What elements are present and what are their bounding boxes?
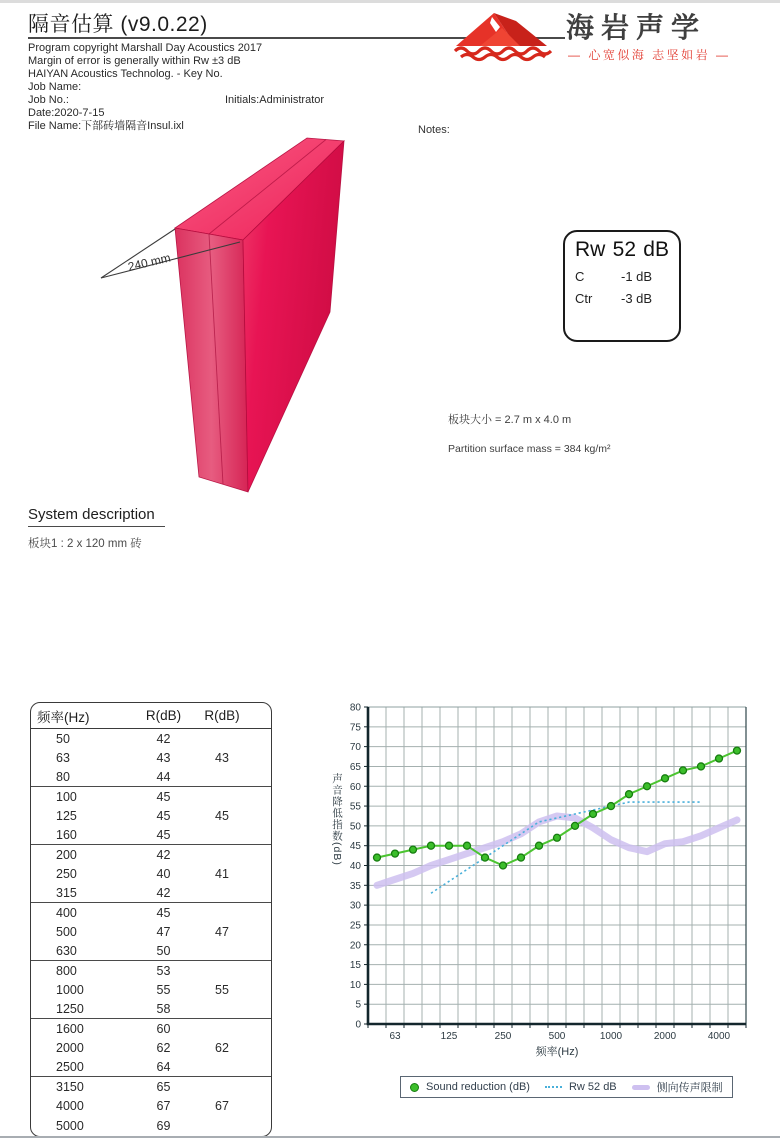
company-line: HAIYAN Acoustics Technolog. - Key No. bbox=[28, 68, 223, 80]
r-octave-cell: 41 bbox=[215, 867, 229, 882]
sound-reduction-point bbox=[446, 842, 453, 849]
sound-reduction-point bbox=[482, 854, 489, 861]
freq-cell: 500 bbox=[56, 925, 77, 940]
r-cell: 45 bbox=[156, 789, 171, 804]
table-row bbox=[31, 884, 271, 903]
freq-cell: 160 bbox=[56, 827, 77, 842]
svg-text:15: 15 bbox=[349, 960, 361, 972]
freq-cell: 1600 bbox=[56, 1021, 84, 1036]
job-no-label: Job No.: bbox=[28, 94, 69, 106]
ctr-label: Ctr bbox=[575, 291, 593, 306]
svg-text:50: 50 bbox=[349, 821, 361, 833]
r-octave-cell: 47 bbox=[215, 925, 229, 940]
sound-reduction-point bbox=[608, 803, 615, 810]
r-octave-cell: 45 bbox=[215, 809, 229, 824]
table-row bbox=[31, 787, 271, 806]
system-description-heading: System description bbox=[28, 506, 155, 523]
svg-text:10: 10 bbox=[349, 979, 361, 991]
rw-label: Rw bbox=[575, 238, 606, 261]
freq-cell: 2000 bbox=[56, 1041, 84, 1056]
chart-legend bbox=[400, 1076, 733, 1098]
table-row bbox=[31, 729, 271, 748]
ctr-row bbox=[575, 291, 669, 306]
r-cell: 50 bbox=[156, 943, 171, 958]
brand-name: 海岩声学 bbox=[566, 12, 707, 43]
ctr-value: -3 dB bbox=[621, 291, 653, 306]
c-value: -1 dB bbox=[621, 269, 653, 284]
svg-text:0: 0 bbox=[355, 1019, 361, 1031]
initials-value: Initials:Administrator bbox=[225, 94, 325, 106]
r-cell: 45 bbox=[156, 827, 171, 842]
sound-reduction-point bbox=[410, 846, 417, 853]
r-cell: 67 bbox=[156, 1099, 171, 1114]
table-row bbox=[31, 1077, 271, 1096]
c-row bbox=[575, 269, 669, 284]
sound-reduction-point bbox=[626, 791, 633, 798]
brand-tagline: — 心宽似海 志坚如岩 — bbox=[568, 48, 731, 62]
r-cell: 45 bbox=[156, 905, 171, 920]
table-row bbox=[31, 1058, 271, 1077]
date-line: Date:2020-7-15 bbox=[28, 107, 105, 119]
mountain-waves-icon bbox=[450, 4, 560, 62]
svg-text:40: 40 bbox=[349, 861, 361, 872]
r-cell: 62 bbox=[156, 1041, 171, 1056]
freq-cell: 80 bbox=[56, 769, 70, 784]
r-cell: 53 bbox=[156, 963, 171, 978]
freq-cell: 63 bbox=[56, 751, 70, 766]
freq-cell: 630 bbox=[56, 943, 77, 958]
svg-text:25: 25 bbox=[349, 920, 361, 932]
chart-plot-area bbox=[330, 695, 778, 1063]
sound-reduction-point bbox=[698, 763, 705, 770]
svg-text:35: 35 bbox=[349, 880, 361, 892]
r-cell: 58 bbox=[156, 1001, 171, 1016]
legend-label-flanking: 侧向传声限制 bbox=[656, 1082, 723, 1094]
r-cell: 43 bbox=[156, 751, 171, 766]
sound-reduction-point bbox=[392, 850, 399, 857]
freq-cell: 125 bbox=[56, 809, 77, 824]
freq-cell: 50 bbox=[56, 731, 70, 746]
copyright-line: Program copyright Marshall Day Acoustics 2017 bbox=[28, 42, 263, 54]
wall-3d-diagram bbox=[95, 135, 435, 507]
sound-reduction-chart bbox=[330, 695, 778, 1115]
sound-reduction-point bbox=[680, 767, 687, 774]
table-row bbox=[31, 768, 271, 787]
table-row bbox=[31, 1039, 271, 1058]
dimension-label: 240 mm bbox=[126, 250, 172, 274]
svg-text:250: 250 bbox=[494, 1031, 512, 1042]
svg-text:1000: 1000 bbox=[599, 1031, 623, 1042]
svg-text:125: 125 bbox=[440, 1031, 458, 1042]
table-row bbox=[31, 1019, 271, 1038]
partition-size-line: 板块大小 = 2.7 m x 4.0 m bbox=[448, 414, 572, 426]
freq-cell: 400 bbox=[56, 905, 77, 920]
chart-y-axis-label: 声音降低指数(dB) bbox=[331, 773, 343, 866]
r-octave-cell: 43 bbox=[215, 751, 229, 766]
page-title bbox=[28, 8, 208, 38]
r-octave-cell: 62 bbox=[215, 1041, 229, 1056]
legend-marker-rw bbox=[545, 1086, 562, 1088]
r-cell: 42 bbox=[156, 885, 171, 900]
legend-marker-flanking bbox=[632, 1085, 650, 1090]
freq-cell: 1250 bbox=[56, 1001, 84, 1016]
r-cell: 42 bbox=[156, 731, 171, 746]
svg-text:2000: 2000 bbox=[653, 1031, 677, 1042]
sound-reduction-point bbox=[590, 810, 597, 817]
r-cell: 69 bbox=[156, 1118, 171, 1133]
frequency-table bbox=[30, 702, 272, 1137]
notes-label: Notes: bbox=[418, 124, 450, 136]
svg-text:4000: 4000 bbox=[707, 1031, 731, 1042]
wall-slab bbox=[175, 138, 344, 492]
r-cell: 40 bbox=[156, 867, 171, 882]
r-cell: 64 bbox=[156, 1060, 171, 1075]
job-info-block bbox=[28, 42, 325, 133]
r-cell: 47 bbox=[156, 925, 171, 940]
app-version: (v9.0.22) bbox=[114, 13, 208, 36]
sound-reduction-point bbox=[518, 854, 525, 861]
table-row bbox=[31, 980, 271, 999]
r-cell: 65 bbox=[156, 1079, 171, 1094]
table-row bbox=[31, 1000, 271, 1019]
svg-text:45: 45 bbox=[349, 841, 361, 853]
sound-reduction-point bbox=[428, 842, 435, 849]
c-label: C bbox=[575, 269, 585, 284]
freq-cell: 1000 bbox=[56, 983, 84, 998]
sound-reduction-point bbox=[644, 783, 651, 790]
table-row bbox=[31, 864, 271, 883]
svg-text:500: 500 bbox=[548, 1031, 566, 1042]
r-cell: 55 bbox=[156, 983, 171, 998]
sound-reduction-point bbox=[662, 775, 669, 782]
r-cell: 45 bbox=[156, 809, 171, 824]
table-row bbox=[31, 922, 271, 941]
app-title: 隔音估算 bbox=[28, 13, 114, 36]
rw-rating-box bbox=[563, 230, 681, 342]
table-row bbox=[31, 961, 271, 980]
page-top-edge bbox=[0, 0, 780, 3]
svg-text:70: 70 bbox=[349, 742, 361, 754]
rw-unit: dB bbox=[643, 238, 669, 261]
page-bottom-separator bbox=[0, 1136, 780, 1138]
sound-reduction-point bbox=[716, 755, 723, 762]
system-description-item: 板块1 : 2 x 120 mm 砖 bbox=[28, 538, 142, 550]
sound-reduction-point bbox=[374, 854, 381, 861]
file-name-line: File Name:下部砖墙隔音Insul.ixl bbox=[28, 120, 184, 132]
table-row bbox=[31, 748, 271, 767]
margin-line: Margin of error is generally within Rw ±3 dB bbox=[28, 55, 241, 67]
col-header-r-octave: R(dB) bbox=[204, 708, 240, 723]
job-name-line: Job Name: bbox=[28, 81, 82, 93]
col-header-frequency: 频率(Hz) bbox=[37, 709, 90, 725]
freq-cell: 3150 bbox=[56, 1079, 84, 1094]
sound-reduction-point bbox=[554, 834, 561, 841]
freq-cell: 100 bbox=[56, 789, 77, 804]
freq-cell: 800 bbox=[56, 963, 77, 978]
freq-cell: 250 bbox=[56, 867, 77, 882]
rw-row bbox=[575, 238, 669, 262]
company-logo bbox=[450, 4, 776, 64]
freq-cell: 315 bbox=[56, 885, 77, 900]
svg-text:80: 80 bbox=[349, 702, 361, 714]
svg-text:20: 20 bbox=[349, 940, 361, 952]
r-octave-cell: 55 bbox=[215, 983, 229, 998]
freq-cell: 2500 bbox=[56, 1060, 84, 1075]
table-row bbox=[31, 845, 271, 864]
table-row bbox=[31, 903, 271, 922]
col-header-r: R(dB) bbox=[145, 708, 182, 723]
table-row bbox=[31, 1116, 271, 1135]
r-octave-cell: 67 bbox=[215, 1099, 229, 1114]
table-row bbox=[31, 1097, 271, 1116]
r-cell: 44 bbox=[156, 769, 171, 784]
legend-label-rw: Rw 52 dB bbox=[568, 1081, 617, 1093]
r-cell: 60 bbox=[156, 1021, 171, 1036]
table-row bbox=[31, 942, 271, 961]
sound-reduction-point bbox=[572, 822, 579, 829]
chart-x-axis-label: 频率(Hz) bbox=[535, 1046, 579, 1058]
svg-text:65: 65 bbox=[349, 761, 361, 773]
freq-cell: 5000 bbox=[56, 1118, 84, 1133]
rw-value: 52 bbox=[612, 238, 636, 261]
legend-label-sound-reduction: Sound reduction (dB) bbox=[426, 1081, 530, 1093]
legend-marker-sound-reduction bbox=[410, 1083, 419, 1092]
sound-reduction-point bbox=[464, 842, 471, 849]
freq-cell: 4000 bbox=[56, 1099, 84, 1114]
system-description-underline bbox=[28, 526, 165, 527]
wall-side-face bbox=[175, 228, 248, 492]
freq-cell: 200 bbox=[56, 847, 77, 862]
table-row bbox=[31, 826, 271, 845]
svg-text:55: 55 bbox=[349, 801, 361, 813]
partition-mass-line: Partition surface mass = 384 kg/m² bbox=[448, 443, 611, 455]
sound-reduction-point bbox=[500, 862, 507, 869]
svg-text:63: 63 bbox=[389, 1031, 401, 1042]
sound-reduction-point bbox=[536, 842, 543, 849]
table-row bbox=[31, 806, 271, 825]
svg-text:30: 30 bbox=[349, 900, 361, 912]
job-no-line bbox=[28, 94, 325, 107]
sound-reduction-point bbox=[734, 747, 741, 754]
freq-table-body bbox=[31, 729, 271, 1135]
r-cell: 42 bbox=[156, 847, 171, 862]
svg-text:75: 75 bbox=[349, 722, 361, 734]
svg-text:5: 5 bbox=[355, 999, 361, 1011]
svg-text:60: 60 bbox=[349, 781, 361, 793]
table-header-row bbox=[31, 703, 271, 729]
